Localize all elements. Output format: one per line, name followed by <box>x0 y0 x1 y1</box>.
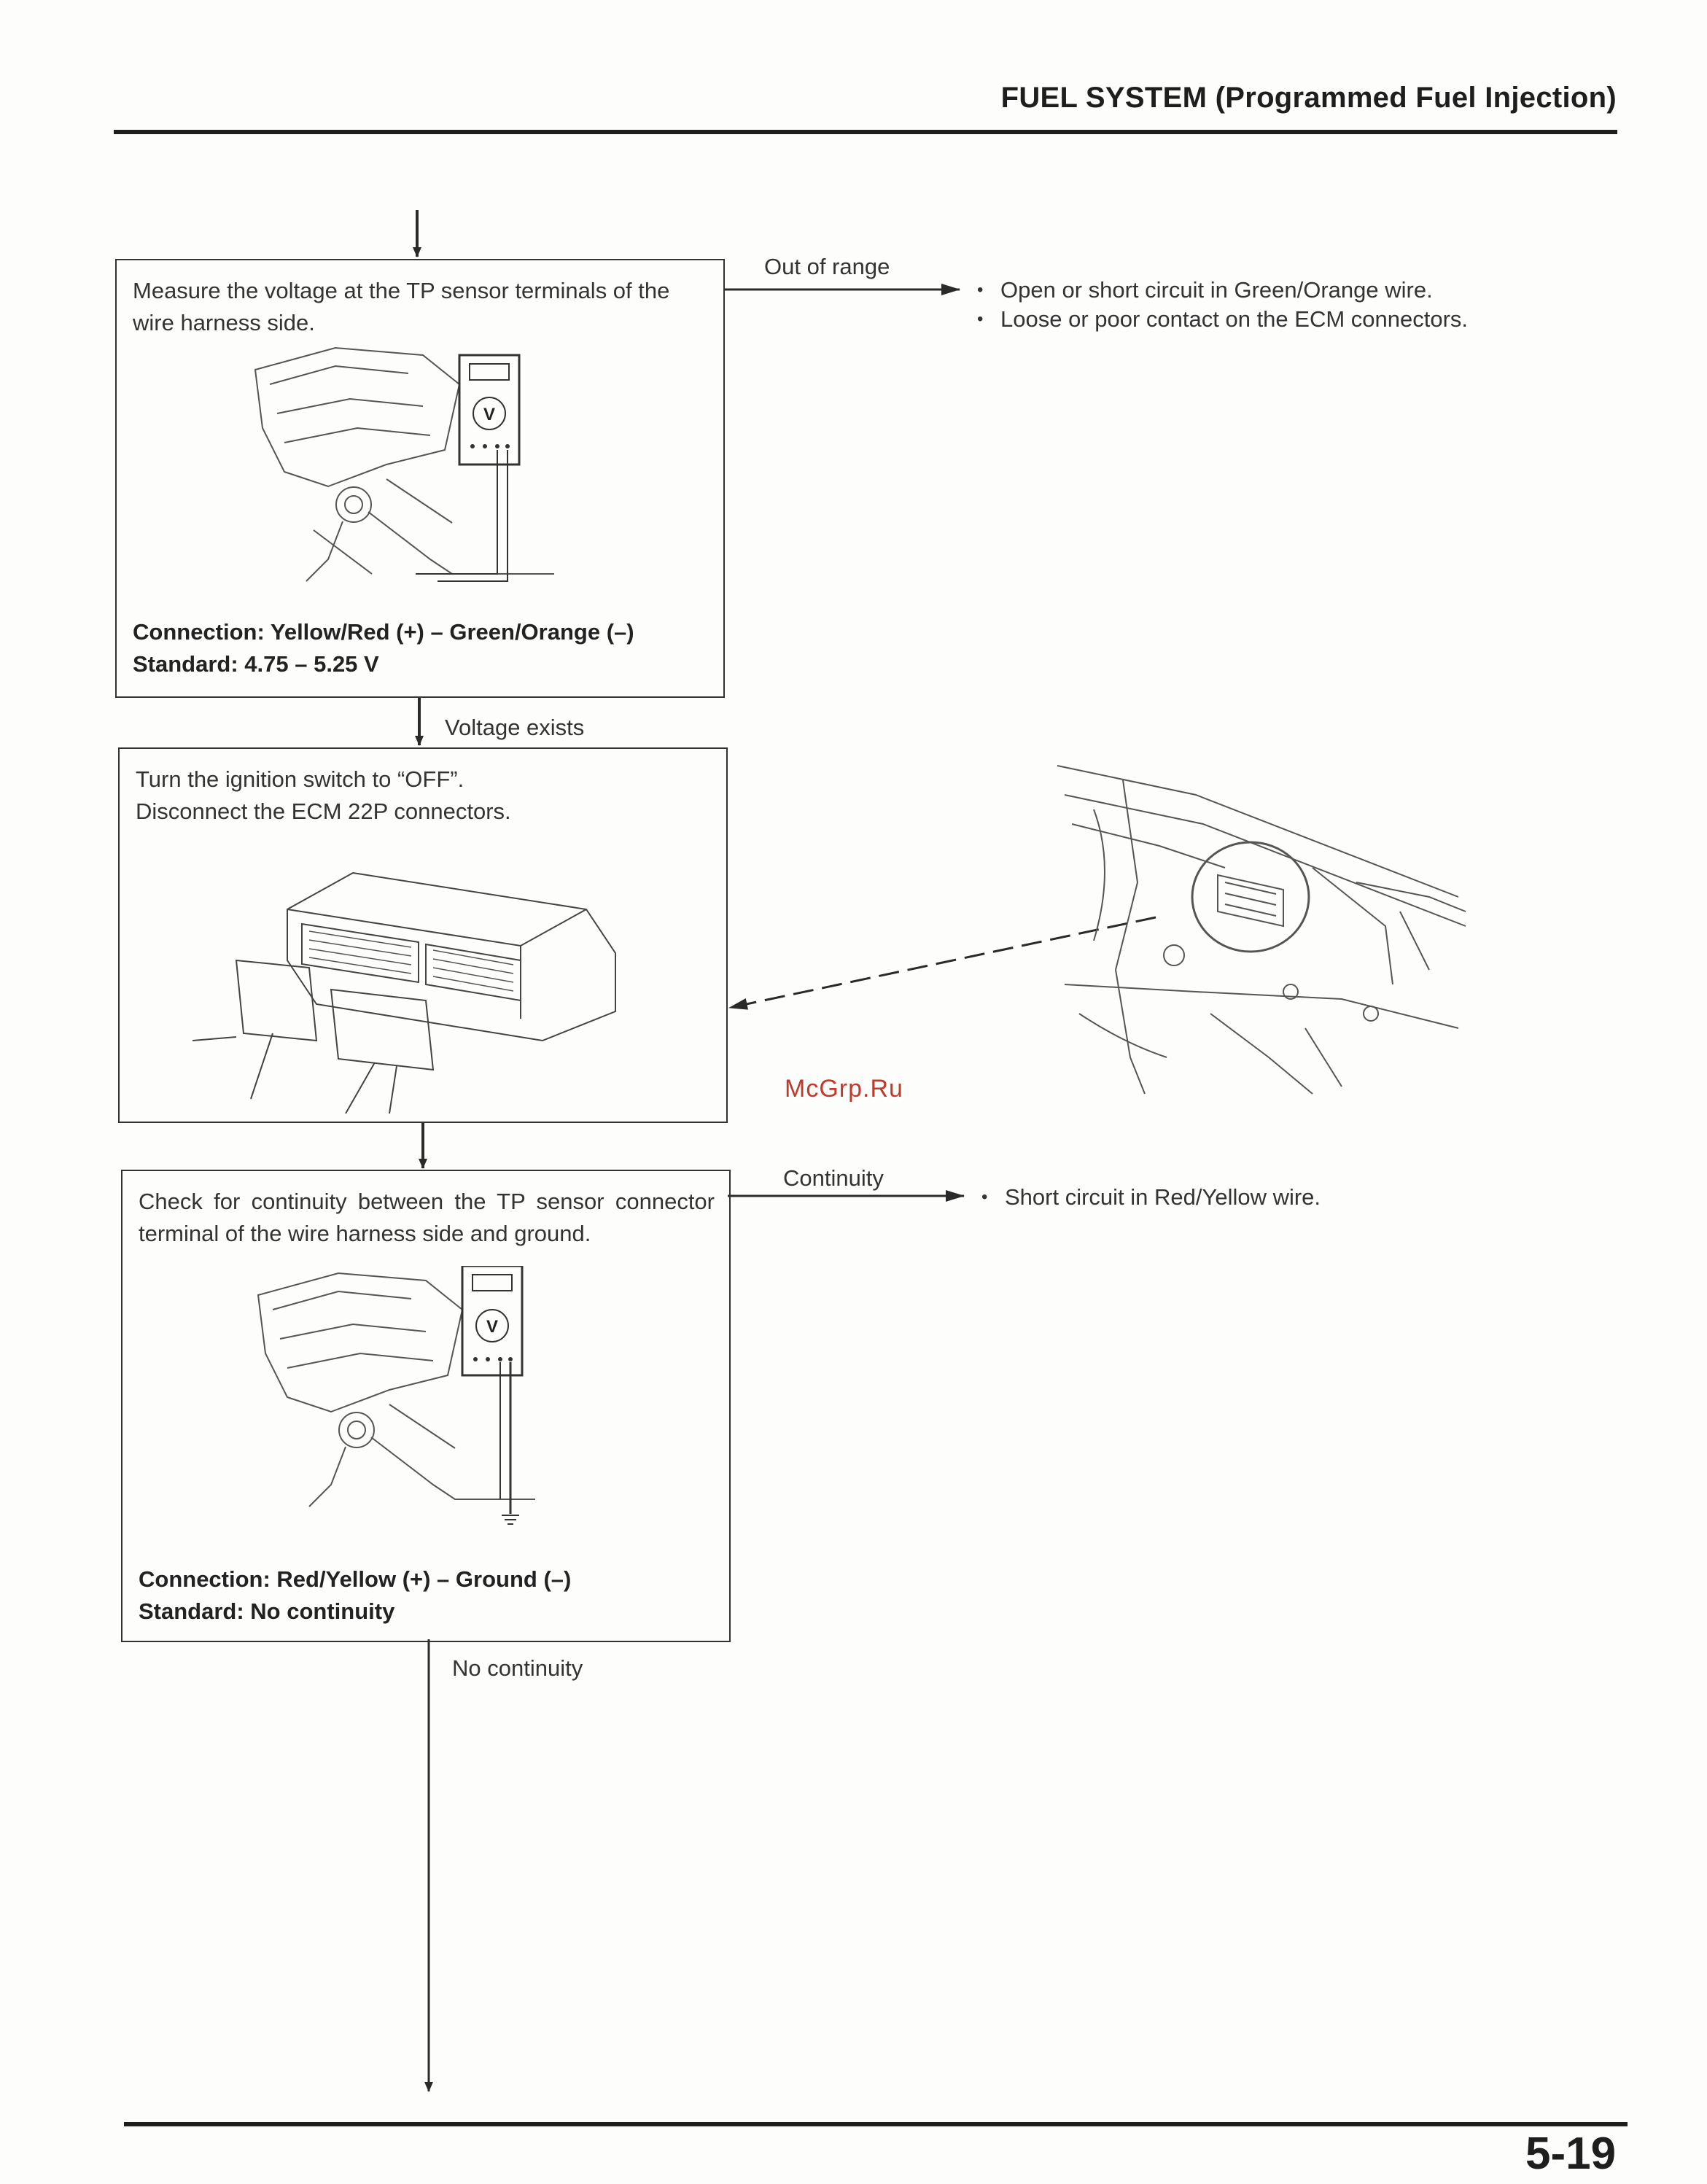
ecm-connectors-illustration <box>193 851 688 1114</box>
ground-symbol-icon <box>502 1515 519 1524</box>
out-of-range-results <box>977 276 1468 334</box>
result-item: • Open or short circuit in Green/Orange wire. <box>977 276 1468 305</box>
continuity-results <box>981 1183 1321 1212</box>
step1-standard: Standard: 4.75 – 5.25 V <box>133 651 379 677</box>
step3-instruction: Check for continuity between the TP sensor connector terminal of the wire harness side and ground. <box>139 1189 715 1246</box>
step2-box <box>118 747 728 1123</box>
footer-rule <box>124 2122 1628 2126</box>
result-item: • Short circuit in Red/Yellow wire. <box>981 1183 1321 1212</box>
no-continuity-label: No continuity <box>452 1655 583 1681</box>
step1-connection: Connection: Yellow/Red (+) – Green/Orange (–) <box>133 619 634 645</box>
meter-symbol: V <box>486 1317 499 1337</box>
step3-standard: Standard: No continuity <box>139 1598 395 1624</box>
tp-sensor-continuity-illustration <box>244 1266 594 1543</box>
meter-symbol: V <box>483 405 496 424</box>
out-of-range-label: Out of range <box>764 254 890 279</box>
watermark: McGrp.Ru <box>785 1075 903 1103</box>
ecm-location-illustration <box>1050 751 1473 1108</box>
step2-instruction-line2: Disconnect the ECM 22P connectors. <box>136 798 511 824</box>
step2-instruction-line1: Turn the ignition switch to “OFF”. <box>136 766 464 792</box>
step3-connection: Connection: Red/Yellow (+) – Ground (–) <box>139 1566 572 1592</box>
voltmeter-icon <box>416 355 519 581</box>
step1-instruction: Measure the voltage at the TP sensor terminals of the wire harness side. <box>133 278 670 335</box>
tp-sensor-voltmeter-illustration <box>241 341 591 610</box>
page-number: 5-19 <box>1525 2129 1617 2179</box>
voltage-exists-label: Voltage exists <box>445 715 585 740</box>
continuity-label: Continuity <box>783 1165 884 1191</box>
step3-box <box>121 1170 731 1642</box>
step1-box <box>115 259 725 698</box>
page-header-title: FUEL SYSTEM (Programmed Fuel Injection) <box>1000 82 1617 114</box>
result-item: • Loose or poor contact on the ECM connectors. <box>977 305 1468 334</box>
ohmmeter-icon <box>462 1266 522 1524</box>
